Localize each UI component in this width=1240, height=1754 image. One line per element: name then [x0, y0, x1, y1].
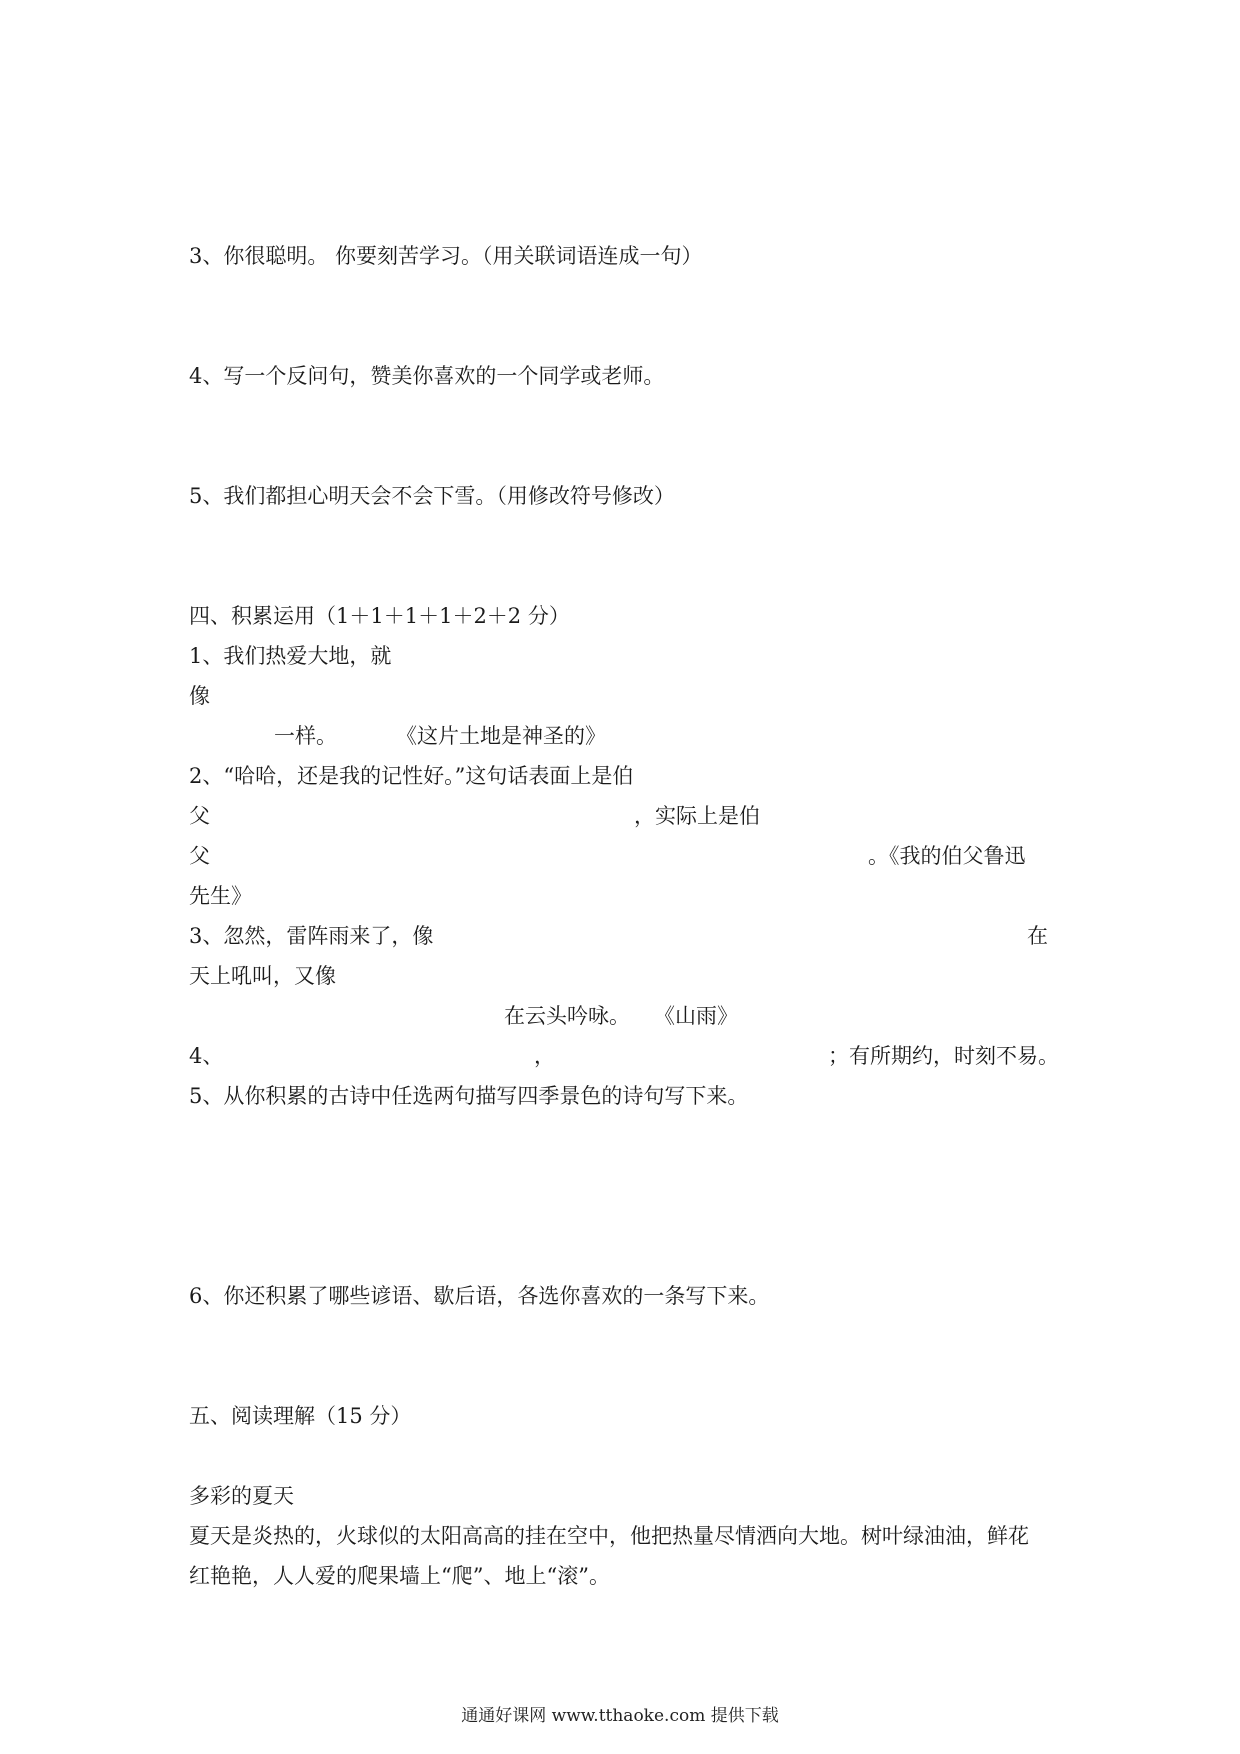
- question-4-2-line2-start: 父: [189, 804, 210, 828]
- question-4-3-line3: 在云头吟咏。: [504, 1004, 630, 1028]
- question-4-2-line3-start: 父: [189, 844, 210, 868]
- question-4-2-line2-end: ，实际上是伯: [634, 804, 760, 828]
- question-4-3-line2: 天上吼叫，又像: [189, 964, 336, 988]
- question-4-2-line1: 2、“哈哈，还是我的记性好。”这句话表面上是伯: [189, 764, 634, 788]
- question-4-3-line1-end: 在: [1027, 924, 1048, 948]
- question-4-1-tail: 一样。: [274, 724, 337, 748]
- question-4-2-line3-end: 。《我的伯父鲁迅: [868, 844, 1026, 868]
- question-4-1-line1: 1、我们热爱大地，就: [189, 644, 392, 668]
- question-4-3-source: 《山雨》: [654, 1004, 738, 1028]
- question-3-5: 5、我们都担心明天会不会下雪。（用修改符号修改）: [189, 484, 675, 508]
- question-4-4-comma: ，: [534, 1044, 555, 1068]
- question-3-4: 4、写一个反问句，赞美你喜欢的一个同学或老师。: [189, 364, 665, 388]
- passage-title: 多彩的夏天: [189, 1484, 294, 1508]
- section-5-heading: 五、阅读理解（15 分）: [189, 1404, 412, 1428]
- question-4-3-line1: 3、忽然，雷阵雨来了，像: [189, 924, 434, 948]
- question-4-1-line2: 像: [189, 684, 210, 708]
- question-4-6: 6、你还积累了哪些谚语、歇后语，各选你喜欢的一条写下来。: [189, 1284, 770, 1308]
- question-4-4-number: 4、: [189, 1044, 224, 1068]
- question-4-2-line4: 先生》: [189, 884, 252, 908]
- passage-line-1: 夏天是炎热的，火球似的太阳高高的挂在空中，他把热量尽情洒向大地。树叶绿油油，鲜花: [189, 1524, 1029, 1548]
- question-4-4-tail: ；有所期约，时刻不易。: [828, 1044, 1059, 1068]
- question-3-3: 3、你很聪明。 你要刻苦学习。（用关联词语连成一句）: [189, 244, 703, 268]
- page-footer: 通通好课网 www.tthaoke.com 提供下载: [461, 1706, 779, 1726]
- question-4-1-source: 《这片土地是神圣的》: [396, 724, 606, 748]
- question-4-5: 5、从你积累的古诗中任选两句描写四季景色的诗句写下来。: [189, 1084, 749, 1108]
- section-4-heading: 四、积累运用（1＋1＋1＋1＋2＋2 分）: [189, 604, 570, 628]
- passage-line-2: 红艳艳，人人爱的爬果墙上“爬”、地上“滚”。: [189, 1564, 610, 1588]
